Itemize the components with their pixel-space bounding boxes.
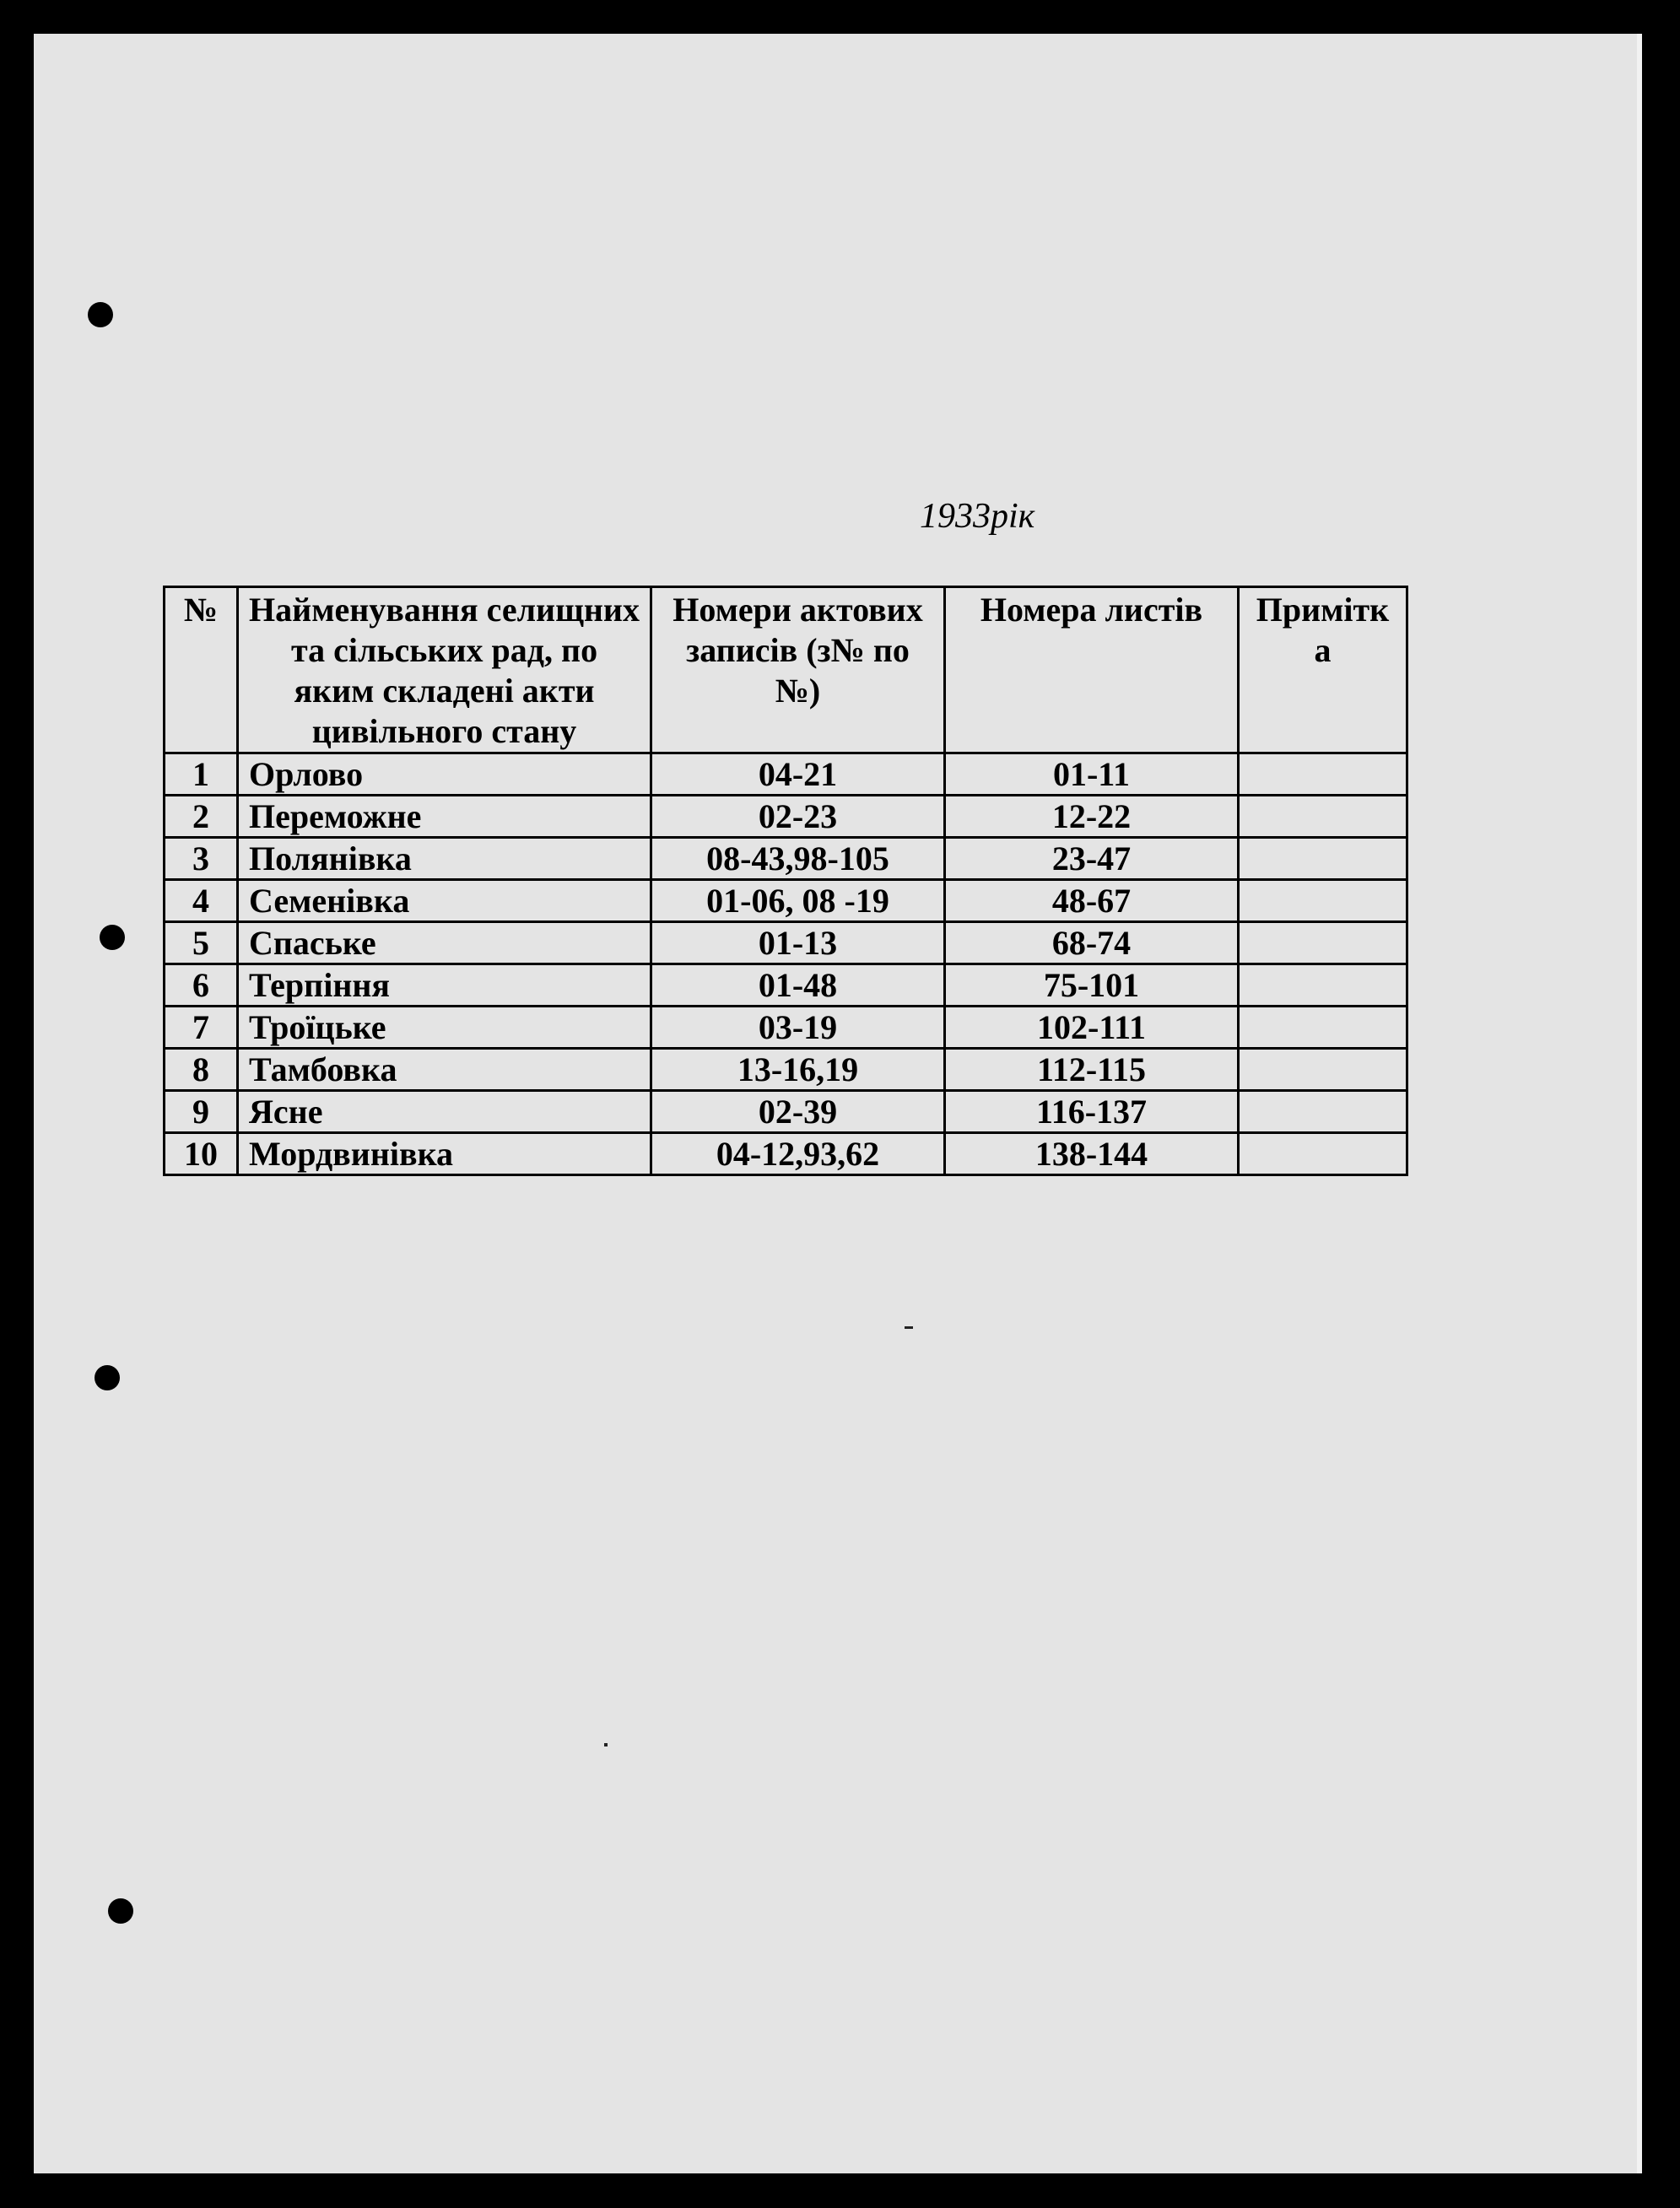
sheet-numbers: 75-101 [945, 964, 1239, 1007]
note-cell [1239, 922, 1407, 964]
council-name: Орлово [238, 753, 651, 796]
table-row [165, 1091, 1407, 1133]
sheet-numbers: 23-47 [945, 838, 1239, 880]
record-numbers: 01-48 [651, 964, 945, 1007]
note-cell [1239, 1091, 1407, 1133]
note-cell [1239, 880, 1407, 922]
scan-speck [905, 1326, 913, 1329]
note-cell [1239, 964, 1407, 1007]
note-cell [1239, 796, 1407, 838]
table-row [165, 1133, 1407, 1175]
council-name: Терпіння [238, 964, 651, 1007]
table-row [165, 796, 1407, 838]
record-numbers: 04-12,93,62 [651, 1133, 945, 1175]
record-numbers: 01-06, 08 -19 [651, 880, 945, 922]
punch-hole [100, 925, 125, 950]
table-row [165, 1049, 1407, 1091]
row-number: 9 [165, 1091, 238, 1133]
council-name: Тамбовка [238, 1049, 651, 1091]
table-row [165, 880, 1407, 922]
page-title: 1933рік [920, 497, 1035, 536]
row-number: 6 [165, 964, 238, 1007]
table-row [165, 1007, 1407, 1049]
row-number: 3 [165, 838, 238, 880]
note-cell [1239, 1007, 1407, 1049]
note-cell [1239, 838, 1407, 880]
table-row [165, 838, 1407, 880]
row-number: 10 [165, 1133, 238, 1175]
row-number: 8 [165, 1049, 238, 1091]
table-row [165, 753, 1407, 796]
punch-hole [88, 302, 113, 327]
sheet-numbers: 116-137 [945, 1091, 1239, 1133]
sheet-numbers: 48-67 [945, 880, 1239, 922]
table-row [165, 922, 1407, 964]
note-cell [1239, 753, 1407, 796]
council-name: Переможне [238, 796, 651, 838]
council-name: Полянівка [238, 838, 651, 880]
sheet-numbers: 12-22 [945, 796, 1239, 838]
record-numbers: 02-23 [651, 796, 945, 838]
council-name: Спаське [238, 922, 651, 964]
sheet-numbers: 112-115 [945, 1049, 1239, 1091]
header-council-name: Найменування селищних та сільських рад, по яким складені акти цивільного стану [238, 587, 651, 753]
scan-speck [604, 1743, 608, 1746]
header-number: № [165, 587, 238, 753]
sheet-numbers: 01-11 [945, 753, 1239, 796]
table-row [165, 964, 1407, 1007]
sheet-numbers: 68-74 [945, 922, 1239, 964]
row-number: 1 [165, 753, 238, 796]
note-cell [1239, 1133, 1407, 1175]
council-name: Ясне [238, 1091, 651, 1133]
punch-hole [95, 1365, 120, 1390]
council-name: Мордвинівка [238, 1133, 651, 1175]
record-numbers: 13-16,19 [651, 1049, 945, 1091]
note-cell [1239, 1049, 1407, 1091]
record-numbers: 08-43,98-105 [651, 838, 945, 880]
registry-table [163, 586, 1408, 1176]
record-numbers: 02-39 [651, 1091, 945, 1133]
record-numbers: 01-13 [651, 922, 945, 964]
header-record-numbers: Номери актових записів (з№ по №) [651, 587, 945, 753]
record-numbers: 03-19 [651, 1007, 945, 1049]
header-note: Примітка [1239, 587, 1407, 753]
row-number: 7 [165, 1007, 238, 1049]
council-name: Семенівка [238, 880, 651, 922]
sheet-numbers: 138-144 [945, 1133, 1239, 1175]
council-name: Троїцьке [238, 1007, 651, 1049]
row-number: 5 [165, 922, 238, 964]
sheet-numbers: 102-111 [945, 1007, 1239, 1049]
record-numbers: 04-21 [651, 753, 945, 796]
punch-hole [108, 1898, 133, 1924]
row-number: 4 [165, 880, 238, 922]
row-number: 2 [165, 796, 238, 838]
table-header-row [165, 587, 1407, 753]
header-sheet-numbers: Номера листів [945, 587, 1239, 753]
